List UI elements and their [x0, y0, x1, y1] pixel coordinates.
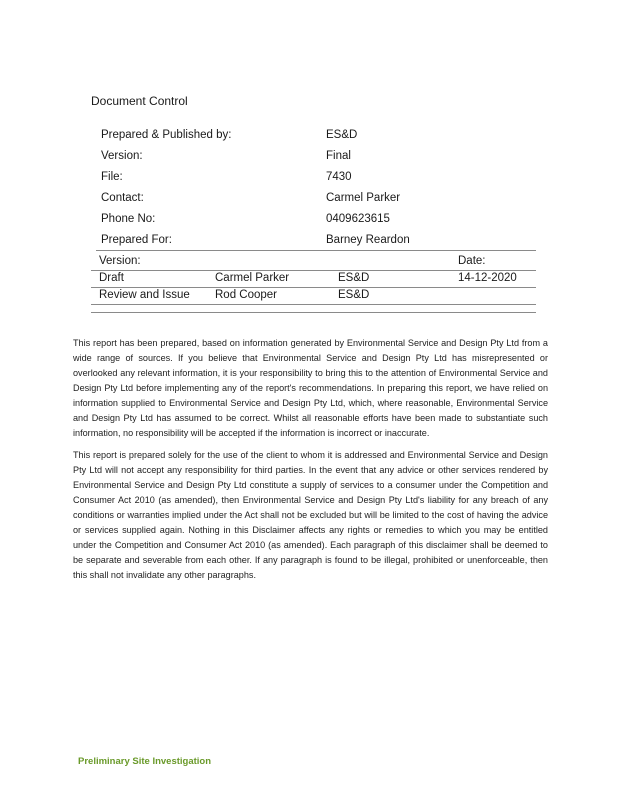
version-history-table: [91, 254, 536, 313]
meta-row-file: [96, 166, 536, 187]
meta-value: ES&D: [326, 128, 358, 141]
date-cell: 14-12-2020: [458, 272, 517, 284]
meta-value: Final: [326, 149, 351, 162]
version-cell: Draft: [99, 272, 124, 284]
document-control-title: Document Control: [91, 94, 188, 108]
version-table-header: [91, 254, 536, 271]
org-cell: ES&D: [338, 272, 370, 284]
meta-label: File:: [101, 170, 123, 183]
meta-value: 0409623615: [326, 212, 390, 225]
meta-row-phone: [96, 208, 536, 229]
version-header-label: Version:: [99, 255, 141, 267]
meta-label: Prepared For:: [101, 233, 172, 246]
meta-row-contact: [96, 187, 536, 208]
footer-report-title: Preliminary Site Investigation: [78, 756, 212, 767]
table-row: [91, 271, 536, 288]
meta-row-prepared-for: [96, 229, 536, 251]
disclaimer-paragraph-2: This report is prepared solely for the use of the client to whom it is addressed and Environmental Service and Design Pty Ltd will not accept any responsibility for third parties. In the event that any advice or other services rendered by Environmental Service and Design Pty Ltd constitute a supply of services to a consumer under the Competition and Consumer Act 2010 (as amended), then Environmental Service and Design Pty Ltd's liability for any breach of any conditions or warranties implied under the Act shall not be excluded but will be limited to the cost of having the advice or services supplied again. Nothing in this Disclaimer affects any rights or remedies to which you may be entitled under the Competition and Consumer Act 2010 (as amended). Each paragraph of this disclaimer shall be deemed to be separate and severable from each other. If any paragraph is found to be illegal, prohibited or unenforceable, then this shall not invalidate any other paragraphs.: [73, 450, 548, 580]
table-row: [91, 288, 536, 305]
meta-label: Contact:: [101, 191, 144, 204]
disclaimer-paragraph-1: This report has been prepared, based on information generated by Environmental Service and Design Pty Ltd from a wide range of sources. If you believe that Environmental Service and Design Pty Ltd has misrepresented or overlooked any relevant information, it is your responsibility to bring this to the attention of Environmental Service and Design Pty Ltd before implementing any of the report's recommendations. In preparing this report, we have relied on information supplied to Environmental Service and Design Pty Ltd, which, where reasonable, Environmental Service and Design Pty Ltd has assumed to be correct. Whilst all reasonable efforts have been made to substantiate such information, no responsibility will be accepted if the information is incorrect or inaccurate.: [73, 338, 548, 438]
meta-value: Barney Reardon: [326, 233, 410, 246]
meta-value: 7430: [326, 170, 352, 183]
meta-label: Prepared & Published by:: [101, 128, 232, 141]
meta-label: Phone No:: [101, 212, 156, 225]
author-cell: Rod Cooper: [215, 289, 278, 301]
meta-row-prepared-by: [96, 124, 536, 145]
meta-row-version: [96, 145, 536, 166]
org-cell: ES&D: [338, 289, 370, 301]
document-control-table: [96, 124, 536, 251]
version-cell: Review and Issue: [99, 289, 190, 301]
meta-value: Carmel Parker: [326, 191, 401, 204]
date-header-label: Date:: [458, 255, 486, 267]
author-cell: Carmel Parker: [215, 272, 290, 284]
table-row-empty: [91, 305, 536, 313]
meta-label: Version:: [101, 149, 143, 162]
